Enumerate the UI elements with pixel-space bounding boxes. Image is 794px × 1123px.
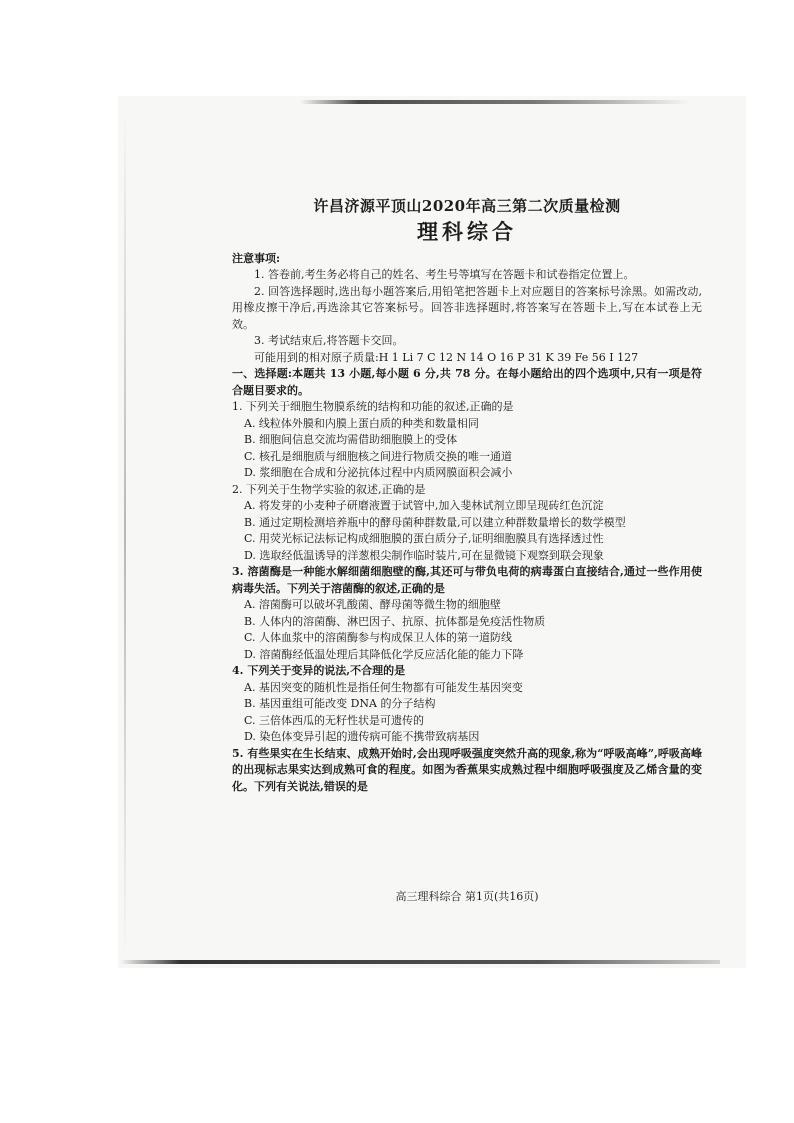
option-d: D. 浆细胞在合成和分泌抗体过程中内质网膜面积会减小: [244, 466, 513, 479]
question-stem: 5. 有些果实在生长结束、成熟开始时,会出现呼吸强度突然升高的现象,称为“呼吸高峰”,呼吸高峰的出现标志果实达到成熟可食的程度。如图为香蕉果实成熟过程中细胞呼吸强度及乙烯含量的变化。下列有关说法,错误的是: [232, 746, 702, 793]
question-1: [232, 399, 702, 482]
question-5: [232, 746, 702, 796]
scan-shadow-left: [124, 110, 126, 960]
option-d: D. 选取经低温诱导的洋葱根尖制作临时装片,可在显微镜下观察到联会现象: [244, 548, 604, 562]
option-b: B. 细胞间信息交流均需借助细胞膜上的受体: [244, 433, 458, 446]
exam-title: 许昌济源平顶山2020年高三第二次质量检测: [313, 197, 621, 215]
question-stem: 4. 下列关于变异的说法,不合理的是: [232, 664, 406, 677]
option-c: C. 用荧光标记法标记构成细胞膜的蛋白质分子,证明细胞膜具有选择透过性: [244, 532, 604, 545]
page-footer: 高三理科综合 第1页(共16页): [395, 890, 539, 903]
option-a: A. 溶菌酶可以破坏乳酸菌、酵母菌等微生物的细胞壁: [244, 598, 501, 611]
exam-subject: 理科综合: [417, 218, 517, 244]
option-c: C. 人体血浆中的溶菌酶参与构成保卫人体的第一道防线: [244, 631, 513, 644]
option-c: C. 三倍体西瓜的无籽性状是可遗传的: [244, 713, 425, 727]
section-intro: 一、选择题:本题共 13 小题,每小题 6 分,共 78 分。在每小题给出的四个选项中,只有一项是符合题目要求的。: [232, 367, 702, 397]
option-b: B. 人体内的溶菌酶、淋巴因子、抗原、抗体都是免疫活性物质: [244, 614, 546, 628]
option-d: D. 溶菌酶经低温处理后其降低化学反应活化能的能力下降: [244, 647, 524, 661]
question-stem: 2. 下列关于生物学实验的叙述,正确的是: [232, 482, 426, 496]
notes-heading: 注意事项:: [232, 251, 281, 265]
note-item: 3. 考试结束后,将答题卡交回。: [254, 334, 404, 347]
scan-shadow-bottom: [120, 960, 720, 964]
option-b: B. 通过定期检测培养瓶中的酵母菌种群数量,可以建立种群数量增长的数学模型: [244, 515, 626, 529]
scan-shadow-top: [300, 100, 690, 104]
question-4: [232, 663, 702, 746]
exam-content: [232, 198, 702, 795]
option-d: D. 染色体变异引起的遗传病可能不携带致病基因: [244, 730, 480, 743]
note-item: 2. 回答选择题时,选出每小题答案后,用铅笔把答题卡上对应题目的答案标号涂黑。如需改动,用橡皮擦干净后,再选涂其它答案标号。回答非选择题时,将答案写在答题卡上,写在本试卷上无效。: [232, 284, 702, 331]
question-stem: 1. 下列关于细胞生物膜系统的结构和功能的叙述,正确的是: [232, 400, 514, 413]
option-a: A. 线粒体外膜和内膜上蛋白质的种类和数量相同: [244, 416, 479, 430]
option-a: A. 将发芽的小麦种子研磨液置于试管中,加入斐林试剂立即呈现砖红色沉淀: [244, 499, 604, 512]
note-item: 1. 答卷前,考生务必将自己的姓名、考生号等填写在答题卡和试卷指定位置上。: [254, 268, 635, 281]
option-b: B. 基因重组可能改变 DNA 的分子结构: [244, 697, 436, 710]
question-stem: 3. 溶菌酶是一种能水解细菌细胞壁的酶,其还可与带负电荷的病毒蛋白直接结合,通过一些作用使病毒失活。下列关于溶菌酶的叙述,正确的是: [232, 565, 702, 595]
atomic-masses: 可能用到的相对原子质量:H 1 Li 7 C 12 N 14 O 16 P 31 K 39 Fe 56 I 127: [254, 350, 639, 364]
question-3: [232, 564, 702, 663]
option-a: A. 基因突变的随机性是指任何生物都有可能发生基因突变: [244, 680, 523, 694]
option-c: C. 核孔是细胞质与细胞核之间进行物质交换的唯一通道: [244, 449, 513, 463]
question-2: [232, 482, 702, 565]
